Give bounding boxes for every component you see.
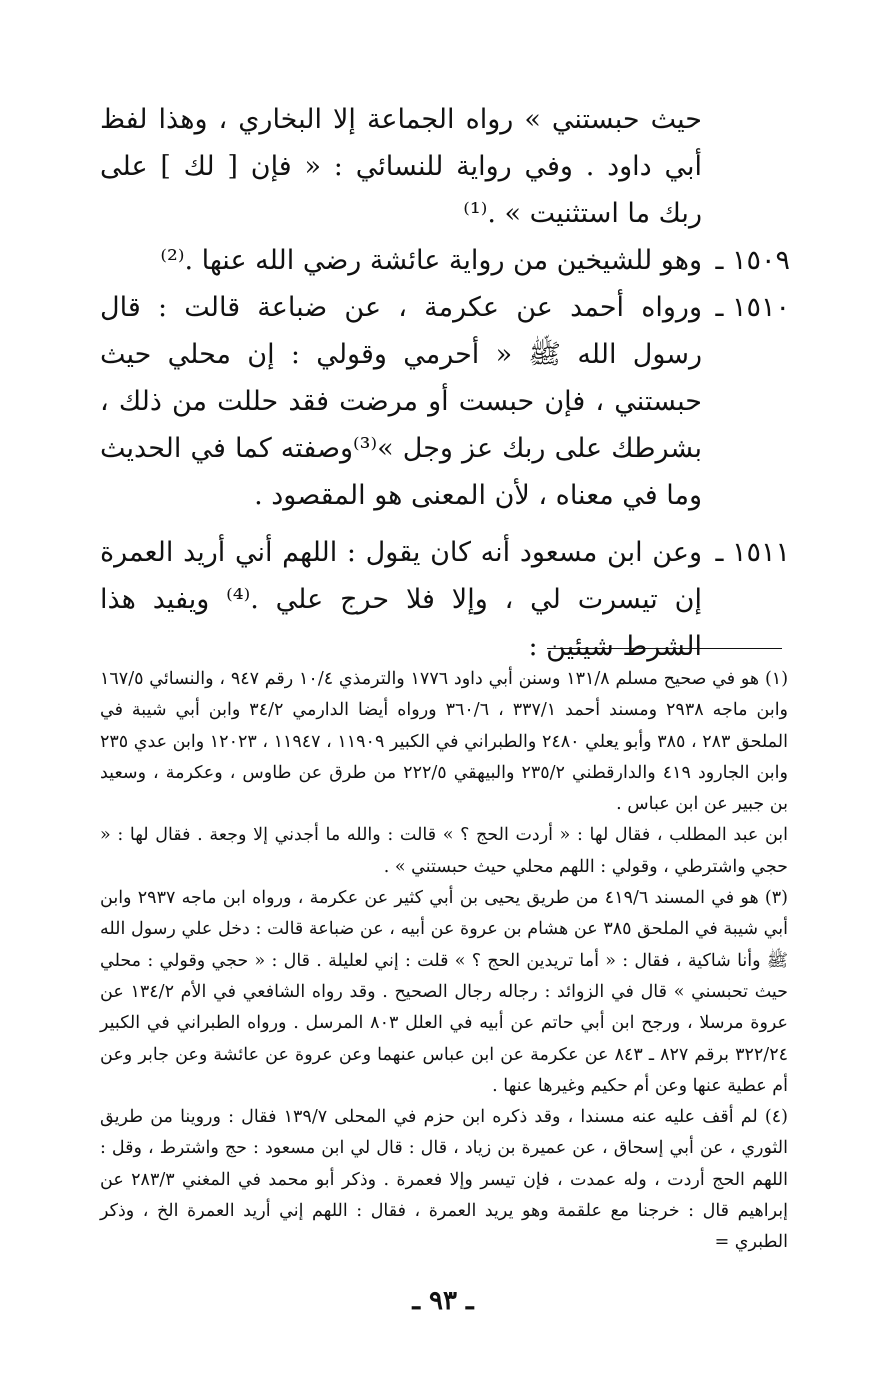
- footnote-4: (٤) لم أقف عليه عنه مسندا ، وقد ذكره ابن حزم في المحلى ١٣٩/٧ فقال : وروينا من طريق الثوري ، عن أبي إسحاق ، عن عميرة بن زياد ، قال : قال لي ابن مسعود : حج واشترط ، وقل : اللهم الحج أردت ، وله عمدت ، فإن تيسر وإلا فعمرة . وذكر أبو محمد في المغني ٢٨٣/٣ عن إبراهيم قال : خرجنا مع علقمة وهو يريد العمرة ، فقال : اللهم إني أريد العمرة الخ ، وذكر الطبري =: [100, 1107, 788, 1253]
- footnote-1: (١) هو في صحيح مسلم ١٣١/٨ وسنن أبي داود ١٧٧٦ والترمذي ١٠/٤ رقم ٩٤٧ ، والنسائي ١٦٧/٥ وابن ماجه ٢٩٣٨ ومسند أحمد ٣٣٧/١ ، ٣٦٠/٦ ورواه أيضا الدارمي ٣٤/٢ وابن أبي شيبة في الملحق ٢٨٣ ، ٣٨٥ وأبو يعلي ٢٤٨٠ والطبراني في الكبير ١١٩٠٩ ، ١١٩٤٧ ، ١٢٠٢٣ وابن عدي ٢٣٥ وابن الجارود ٤١٩ والدارقطني ٢٣٥/٢ والبيهقي ٢٢٢/٥ من طرق عن طاوس ، وعكرمة ، وسعيد بن جبير عن ابن عباس .: [100, 669, 789, 815]
- hadith-number: ١٥١٠ ـ: [715, 292, 790, 323]
- page-number: ـ ٩٣ ـ: [412, 1286, 474, 1316]
- footnote-separator: [547, 648, 782, 649]
- hadith-text: وهو للشيخين من رواية عائشة رضي الله عنها .⁽²⁾: [160, 245, 702, 276]
- hadith-text: وعن ابن مسعود أنه كان يقول : اللهم أني أريد العمرة إن تيسرت لي ، وإلا فلا حرج علي .⁽⁴⁾ ويفيد هذا الشرط شيئين :: [100, 537, 702, 662]
- hadith-1510: [100, 284, 790, 519]
- footnotes: [100, 664, 788, 1259]
- continuation-paragraph: حيث حبستني » رواه الجماعة إلا البخاري ، وهذا لفظ أبي داود . وفي رواية للنسائي : « فإن [ لك ] على ربك ما استثنيت » .⁽¹⁾: [100, 104, 702, 229]
- hadith-number: ١٥١١ ـ: [715, 537, 790, 568]
- footnote-3: (٣) هو في المسند ٤١٩/٦ من طريق يحيى بن أبي كثير عن عكرمة ، ورواه ابن ماجه ٢٩٣٧ وابن أبي شيبة في الملحق ٣٨٥ عن هشام بن عروة عن أبيه ، عن ضباعة قالت : دخل علي رسول الله ﷺ وأنا شاكية ، فقال : « أما تريدين الحج ؟ » قلت : إني لعليلة . قال : « حجي وقولي : محلي حيث تحبسني » قال في الزوائد : رجاله رجال الصحيح . وقد رواه الشافعي في الأم ١٣٤/٢ عن عروة مرسلا ، ورجح ابن أبي حاتم عن أبيه في العلل ٨٠٣ المرسل . ورواه الطبراني في الكبير ٣٢٢/٢٤ برقم ٨٢٧ ـ ٨٤٣ عن عكرمة عن ابن عباس عنهما وعن عروة عن عائشة وعن جابر وعن أم عطية عنها وعن أم حكيم وغيرها عنها .: [100, 888, 789, 1096]
- hadith-text: ورواه أحمد عن عكرمة ، عن ضباعة قالت : قال رسول الله ﷺ « أحرمي وقولي : إن محلي حيث حبستني ، فإن حبست أو مرضت فقد حللت من ذلك ، بشرطك على ربك عز وجل »⁽³⁾وصفته كما في الحديث وما في معناه ، لأن المعنى هو المقصود .: [100, 292, 702, 511]
- hadith-1509: [100, 237, 790, 284]
- main-text: [100, 96, 790, 670]
- footnote-2-fragment: ابن عبد المطلب ، فقال لها : « أردت الحج ؟ » قالت : والله ما أجدني إلا وجعة . فقال لها : « حجي واشترطي ، وقولي : اللهم محلي حيث حبستني » .: [100, 825, 788, 877]
- hadith-number: ١٥٠٩ ـ: [715, 245, 790, 276]
